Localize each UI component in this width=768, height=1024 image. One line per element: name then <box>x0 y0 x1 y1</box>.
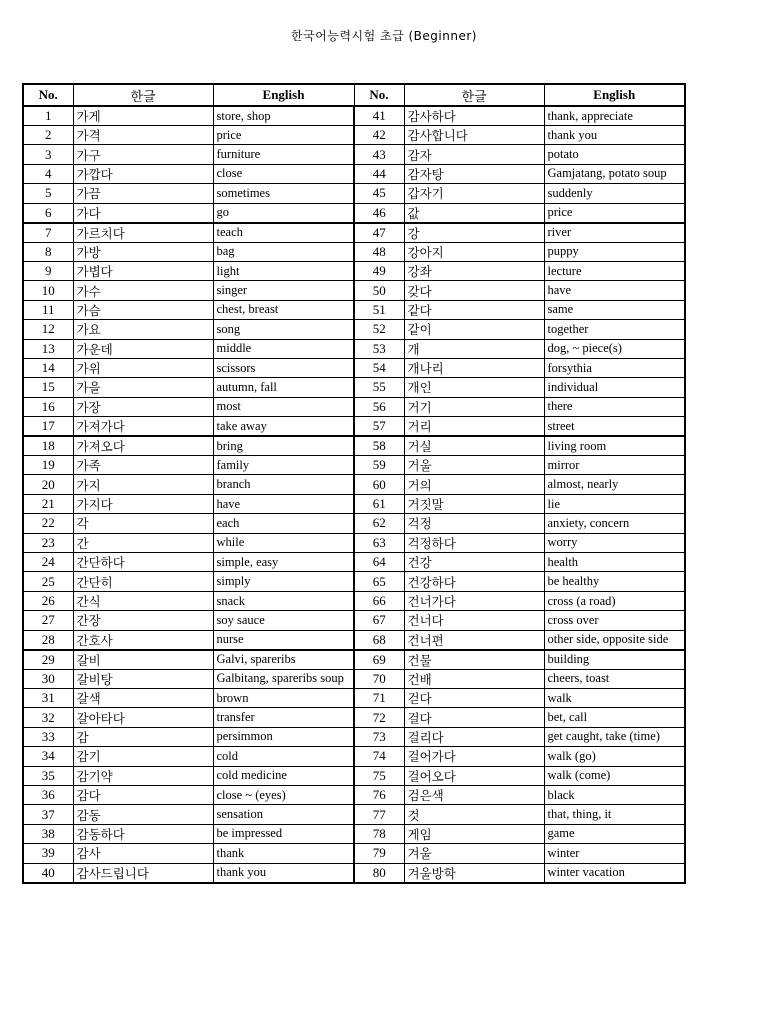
entry-number: 10 <box>23 281 73 300</box>
entry-number: 78 <box>354 824 404 843</box>
header-korean-right: 한글 <box>404 84 544 106</box>
entry-number: 51 <box>354 300 404 319</box>
table-row <box>23 669 685 688</box>
english-meaning: sensation <box>213 805 354 824</box>
table-row <box>23 223 685 243</box>
korean-word: 강 <box>404 223 544 243</box>
english-meaning: middle <box>213 339 354 358</box>
entry-number: 36 <box>23 785 73 804</box>
korean-word: 거짓말 <box>404 494 544 513</box>
korean-word: 가지다 <box>73 494 213 513</box>
entry-number: 26 <box>23 591 73 610</box>
entry-number: 12 <box>23 320 73 339</box>
table-row <box>23 164 685 183</box>
entry-number: 72 <box>354 708 404 727</box>
entry-number: 40 <box>23 863 73 883</box>
entry-number: 59 <box>354 456 404 475</box>
english-meaning: each <box>213 514 354 533</box>
entry-number: 23 <box>23 533 73 552</box>
header-english-left: English <box>213 84 354 106</box>
entry-number: 8 <box>23 242 73 261</box>
korean-word: 거울 <box>404 456 544 475</box>
english-meaning: price <box>544 203 685 223</box>
korean-word: 가게 <box>73 106 213 126</box>
english-meaning: bet, call <box>544 708 685 727</box>
korean-word: 가족 <box>73 456 213 475</box>
english-meaning: song <box>213 320 354 339</box>
entry-number: 22 <box>23 514 73 533</box>
entry-number: 46 <box>354 203 404 223</box>
korean-word: 가수 <box>73 281 213 300</box>
korean-word: 감자 <box>404 145 544 164</box>
korean-word: 간식 <box>73 591 213 610</box>
entry-number: 4 <box>23 164 73 183</box>
entry-number: 61 <box>354 494 404 513</box>
korean-word: 가운데 <box>73 339 213 358</box>
korean-word: 가져가다 <box>73 417 213 437</box>
entry-number: 53 <box>354 339 404 358</box>
table-row <box>23 805 685 824</box>
english-meaning: lie <box>544 494 685 513</box>
korean-word: 감사하다 <box>404 106 544 126</box>
english-meaning: go <box>213 203 354 223</box>
english-meaning: be impressed <box>213 824 354 843</box>
table-row <box>23 688 685 707</box>
korean-word: 간호사 <box>73 630 213 650</box>
entry-number: 34 <box>23 747 73 766</box>
entry-number: 69 <box>354 650 404 670</box>
table-row <box>23 300 685 319</box>
entry-number: 32 <box>23 708 73 727</box>
korean-word: 건너다 <box>404 611 544 630</box>
entry-number: 70 <box>354 669 404 688</box>
english-meaning: almost, nearly <box>544 475 685 494</box>
english-meaning: bag <box>213 242 354 261</box>
entry-number: 20 <box>23 475 73 494</box>
english-meaning: potato <box>544 145 685 164</box>
korean-word: 가구 <box>73 145 213 164</box>
table-row <box>23 747 685 766</box>
english-meaning: game <box>544 824 685 843</box>
english-meaning: health <box>544 553 685 572</box>
english-meaning: sometimes <box>213 184 354 203</box>
korean-word: 가끔 <box>73 184 213 203</box>
korean-word: 갈색 <box>73 688 213 707</box>
korean-word: 가위 <box>73 358 213 377</box>
english-meaning: winter vacation <box>544 863 685 883</box>
korean-word: 건배 <box>404 669 544 688</box>
table-row <box>23 650 685 670</box>
korean-word: 감사합니다 <box>404 126 544 145</box>
table-row <box>23 436 685 456</box>
entry-number: 5 <box>23 184 73 203</box>
english-meaning: river <box>544 223 685 243</box>
header-row <box>23 84 685 106</box>
korean-word: 감다 <box>73 785 213 804</box>
entry-number: 54 <box>354 358 404 377</box>
korean-word: 가슴 <box>73 300 213 319</box>
entry-number: 17 <box>23 417 73 437</box>
entry-number: 68 <box>354 630 404 650</box>
table-row <box>23 863 685 883</box>
english-meaning: anxiety, concern <box>544 514 685 533</box>
entry-number: 43 <box>354 145 404 164</box>
table-row <box>23 281 685 300</box>
english-meaning: nurse <box>213 630 354 650</box>
entry-number: 63 <box>354 533 404 552</box>
korean-word: 간단하다 <box>73 553 213 572</box>
entry-number: 14 <box>23 358 73 377</box>
korean-word: 개인 <box>404 378 544 397</box>
english-meaning: simply <box>213 572 354 591</box>
entry-number: 35 <box>23 766 73 785</box>
table-row <box>23 261 685 280</box>
korean-word: 가볍다 <box>73 261 213 280</box>
header-no-left: No. <box>23 84 73 106</box>
entry-number: 65 <box>354 572 404 591</box>
table-row <box>23 126 685 145</box>
korean-word: 간단히 <box>73 572 213 591</box>
english-meaning: most <box>213 397 354 416</box>
english-meaning: thank, appreciate <box>544 106 685 126</box>
korean-word: 건물 <box>404 650 544 670</box>
table-row <box>23 417 685 437</box>
english-meaning: store, shop <box>213 106 354 126</box>
korean-word: 가요 <box>73 320 213 339</box>
english-meaning: brown <box>213 688 354 707</box>
english-meaning: transfer <box>213 708 354 727</box>
english-meaning: dog, ~ piece(s) <box>544 339 685 358</box>
table-row <box>23 242 685 261</box>
entry-number: 77 <box>354 805 404 824</box>
korean-word: 감기약 <box>73 766 213 785</box>
korean-word: 감사 <box>73 844 213 863</box>
english-meaning: building <box>544 650 685 670</box>
korean-word: 가을 <box>73 378 213 397</box>
english-meaning: walk (go) <box>544 747 685 766</box>
korean-word: 것 <box>404 805 544 824</box>
english-meaning: cheers, toast <box>544 669 685 688</box>
entry-number: 60 <box>354 475 404 494</box>
entry-number: 27 <box>23 611 73 630</box>
table-row <box>23 475 685 494</box>
english-meaning: get caught, take (time) <box>544 727 685 746</box>
entry-number: 33 <box>23 727 73 746</box>
english-meaning: living room <box>544 436 685 456</box>
korean-word: 가장 <box>73 397 213 416</box>
table-row <box>23 572 685 591</box>
english-meaning: same <box>544 300 685 319</box>
entry-number: 76 <box>354 785 404 804</box>
entry-number: 21 <box>23 494 73 513</box>
english-meaning: bring <box>213 436 354 456</box>
entry-number: 62 <box>354 514 404 533</box>
korean-word: 거기 <box>404 397 544 416</box>
entry-number: 39 <box>23 844 73 863</box>
english-meaning: while <box>213 533 354 552</box>
entry-number: 15 <box>23 378 73 397</box>
page-title: 한국어능력시험 초급 (Beginner) <box>291 29 477 43</box>
table-row <box>23 456 685 475</box>
entry-number: 79 <box>354 844 404 863</box>
english-meaning: Galvi, spareribs <box>213 650 354 670</box>
table-row <box>23 145 685 164</box>
korean-word: 가격 <box>73 126 213 145</box>
english-meaning: take away <box>213 417 354 437</box>
header-english-right: English <box>544 84 685 106</box>
entry-number: 56 <box>354 397 404 416</box>
english-meaning: forsythia <box>544 358 685 377</box>
korean-word: 간 <box>73 533 213 552</box>
english-meaning: Gamjatang, potato soup <box>544 164 685 183</box>
entry-number: 75 <box>354 766 404 785</box>
entry-number: 2 <box>23 126 73 145</box>
table-row <box>23 533 685 552</box>
entry-number: 73 <box>354 727 404 746</box>
english-meaning: singer <box>213 281 354 300</box>
korean-word: 게임 <box>404 824 544 843</box>
english-meaning: black <box>544 785 685 804</box>
english-meaning: suddenly <box>544 184 685 203</box>
english-meaning: worry <box>544 533 685 552</box>
table-row <box>23 844 685 863</box>
korean-word: 감기 <box>73 747 213 766</box>
korean-word: 감동하다 <box>73 824 213 843</box>
entry-number: 37 <box>23 805 73 824</box>
english-meaning: other side, opposite side <box>544 630 685 650</box>
korean-word: 가지 <box>73 475 213 494</box>
english-meaning: family <box>213 456 354 475</box>
english-meaning: winter <box>544 844 685 863</box>
korean-word: 거실 <box>404 436 544 456</box>
korean-word: 거리 <box>404 417 544 437</box>
table-row <box>23 358 685 377</box>
table-row <box>23 320 685 339</box>
english-meaning: persimmon <box>213 727 354 746</box>
header-no-right: No. <box>354 84 404 106</box>
english-meaning: price <box>213 126 354 145</box>
header-korean-left: 한글 <box>73 84 213 106</box>
entry-number: 19 <box>23 456 73 475</box>
korean-word: 간장 <box>73 611 213 630</box>
table-row <box>23 708 685 727</box>
korean-word: 가르치다 <box>73 223 213 243</box>
entry-number: 6 <box>23 203 73 223</box>
english-meaning: simple, easy <box>213 553 354 572</box>
english-meaning: thank you <box>544 126 685 145</box>
entry-number: 29 <box>23 650 73 670</box>
entry-number: 3 <box>23 145 73 164</box>
korean-word: 값 <box>404 203 544 223</box>
entry-number: 11 <box>23 300 73 319</box>
english-meaning: light <box>213 261 354 280</box>
entry-number: 49 <box>354 261 404 280</box>
korean-word: 걱정 <box>404 514 544 533</box>
english-meaning: cross (a road) <box>544 591 685 610</box>
english-meaning: be healthy <box>544 572 685 591</box>
table-row <box>23 824 685 843</box>
korean-word: 걸어오다 <box>404 766 544 785</box>
korean-word: 같다 <box>404 300 544 319</box>
korean-word: 건너편 <box>404 630 544 650</box>
vocabulary-table <box>22 83 686 884</box>
english-meaning: walk (come) <box>544 766 685 785</box>
vocabulary-rows <box>23 106 685 883</box>
korean-word: 개 <box>404 339 544 358</box>
korean-word: 개나리 <box>404 358 544 377</box>
entry-number: 38 <box>23 824 73 843</box>
entry-number: 47 <box>354 223 404 243</box>
entry-number: 16 <box>23 397 73 416</box>
korean-word: 갖다 <box>404 281 544 300</box>
entry-number: 9 <box>23 261 73 280</box>
korean-word: 걸다 <box>404 708 544 727</box>
english-meaning: branch <box>213 475 354 494</box>
korean-word: 감자탕 <box>404 164 544 183</box>
table-row <box>23 184 685 203</box>
table-row <box>23 339 685 358</box>
table-row <box>23 766 685 785</box>
english-meaning: have <box>213 494 354 513</box>
entry-number: 18 <box>23 436 73 456</box>
entry-number: 55 <box>354 378 404 397</box>
english-meaning: soy sauce <box>213 611 354 630</box>
table-row <box>23 514 685 533</box>
entry-number: 13 <box>23 339 73 358</box>
entry-number: 80 <box>354 863 404 883</box>
korean-word: 가다 <box>73 203 213 223</box>
entry-number: 28 <box>23 630 73 650</box>
korean-word: 걷다 <box>404 688 544 707</box>
english-meaning: together <box>544 320 685 339</box>
korean-word: 걱정하다 <box>404 533 544 552</box>
table-row <box>23 494 685 513</box>
english-meaning: chest, breast <box>213 300 354 319</box>
english-meaning: walk <box>544 688 685 707</box>
korean-word: 같이 <box>404 320 544 339</box>
korean-word: 건강 <box>404 553 544 572</box>
english-meaning: puppy <box>544 242 685 261</box>
entry-number: 57 <box>354 417 404 437</box>
korean-word: 건강하다 <box>404 572 544 591</box>
table-row <box>23 553 685 572</box>
table-row <box>23 106 685 126</box>
korean-word: 검은색 <box>404 785 544 804</box>
table-row <box>23 785 685 804</box>
entry-number: 45 <box>354 184 404 203</box>
english-meaning: street <box>544 417 685 437</box>
korean-word: 갈비탕 <box>73 669 213 688</box>
table-row <box>23 591 685 610</box>
korean-word: 거의 <box>404 475 544 494</box>
entry-number: 7 <box>23 223 73 243</box>
english-meaning: there <box>544 397 685 416</box>
english-meaning: cross over <box>544 611 685 630</box>
entry-number: 74 <box>354 747 404 766</box>
english-meaning: cold <box>213 747 354 766</box>
korean-word: 걸어가다 <box>404 747 544 766</box>
english-meaning: individual <box>544 378 685 397</box>
english-meaning: cold medicine <box>213 766 354 785</box>
english-meaning: Galbitang, spareribs soup <box>213 669 354 688</box>
english-meaning: snack <box>213 591 354 610</box>
entry-number: 24 <box>23 553 73 572</box>
korean-word: 감사드립니다 <box>73 863 213 883</box>
korean-word: 겨울방학 <box>404 863 544 883</box>
entry-number: 58 <box>354 436 404 456</box>
english-meaning: lecture <box>544 261 685 280</box>
korean-word: 강아지 <box>404 242 544 261</box>
korean-word: 감동 <box>73 805 213 824</box>
table-row <box>23 397 685 416</box>
table-row <box>23 203 685 223</box>
english-meaning: close <box>213 164 354 183</box>
entry-number: 41 <box>354 106 404 126</box>
korean-word: 갈아타다 <box>73 708 213 727</box>
korean-word: 가져오다 <box>73 436 213 456</box>
entry-number: 67 <box>354 611 404 630</box>
entry-number: 1 <box>23 106 73 126</box>
korean-word: 가방 <box>73 242 213 261</box>
entry-number: 52 <box>354 320 404 339</box>
table-row <box>23 630 685 650</box>
english-meaning: have <box>544 281 685 300</box>
korean-word: 건너가다 <box>404 591 544 610</box>
english-meaning: furniture <box>213 145 354 164</box>
english-meaning: thank <box>213 844 354 863</box>
korean-word: 각 <box>73 514 213 533</box>
entry-number: 66 <box>354 591 404 610</box>
korean-word: 가깝다 <box>73 164 213 183</box>
entry-number: 31 <box>23 688 73 707</box>
entry-number: 30 <box>23 669 73 688</box>
korean-word: 감 <box>73 727 213 746</box>
korean-word: 갈비 <box>73 650 213 670</box>
english-meaning: mirror <box>544 456 685 475</box>
table-row <box>23 378 685 397</box>
korean-word: 걸리다 <box>404 727 544 746</box>
english-meaning: teach <box>213 223 354 243</box>
entry-number: 44 <box>354 164 404 183</box>
entry-number: 48 <box>354 242 404 261</box>
table-row <box>23 611 685 630</box>
entry-number: 42 <box>354 126 404 145</box>
table-row <box>23 727 685 746</box>
korean-word: 강좌 <box>404 261 544 280</box>
entry-number: 50 <box>354 281 404 300</box>
english-meaning: close ~ (eyes) <box>213 785 354 804</box>
english-meaning: autumn, fall <box>213 378 354 397</box>
english-meaning: thank you <box>213 863 354 883</box>
entry-number: 25 <box>23 572 73 591</box>
english-meaning: that, thing, it <box>544 805 685 824</box>
english-meaning: scissors <box>213 358 354 377</box>
entry-number: 64 <box>354 553 404 572</box>
entry-number: 71 <box>354 688 404 707</box>
korean-word: 갑자기 <box>404 184 544 203</box>
korean-word: 겨울 <box>404 844 544 863</box>
